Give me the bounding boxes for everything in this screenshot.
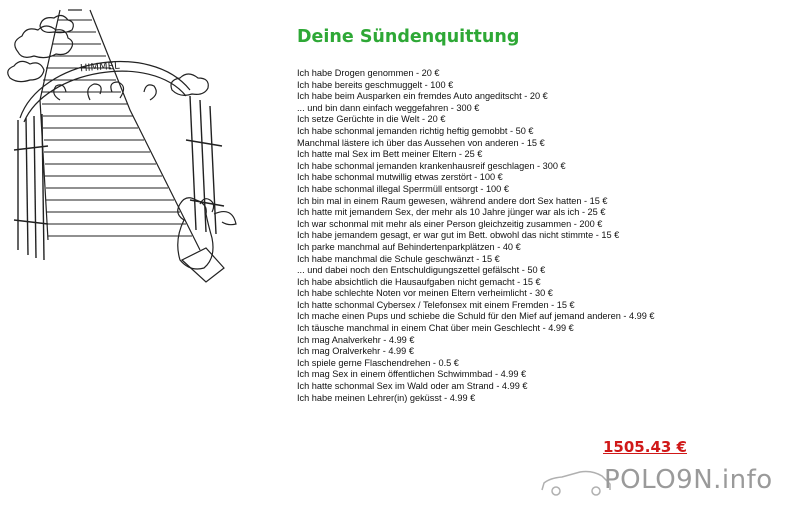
- sin-item: Ich mag Sex in einem öffentlichen Schwimmbad - 4.99 €: [297, 369, 527, 380]
- sin-item: Ich habe manchmal die Schule geschwänzt - 15 €: [297, 253, 500, 264]
- sin-item: Ich habe schonmal jemanden richtig heftig gemobbt - 50 €: [297, 125, 534, 136]
- gate-sign-text: HIMMEL: [79, 60, 120, 75]
- sin-item: Ich mag Analverkehr - 4.99 €: [297, 334, 415, 345]
- sin-item: Ich habe schonmal jemanden krankenhausreif geschlagen - 300 €: [297, 160, 566, 171]
- sin-item: Ich hatte mit jemandem Sex, der mehr als 10 Jahre jünger war als ich - 25 €: [297, 207, 606, 218]
- sin-item: ... und bin dann einfach weggefahren - 300 €: [297, 102, 480, 113]
- sin-item: Ich war schonmal mit mehr als einer Person gleichzeitig zusammen - 200 €: [297, 218, 603, 229]
- sin-item: Ich täusche manchmal in einem Chat über mein Geschlecht - 4.99 €: [297, 323, 574, 334]
- sin-item: Ich habe absichtlich die Hausaufgaben nicht gemacht - 15 €: [297, 276, 541, 287]
- sin-item: Ich habe schonmal illegal Sperrmüll entsorgt - 100 €: [297, 183, 509, 194]
- sin-item: Ich hatte mal Sex im Bett meiner Eltern - 25 €: [297, 149, 483, 160]
- sin-item: Ich habe meinen Lehrer(in) geküsst - 4.99 €: [297, 392, 476, 403]
- sin-item: Ich hatte schonmal Cybersex / Telefonsex mit einem Fremden - 15 €: [297, 299, 575, 310]
- sin-item: Ich habe schlechte Noten vor meinen Eltern verheimlicht - 30 €: [297, 288, 553, 299]
- sin-item: Ich habe beim Ausparken ein fremdes Auto angeditscht - 20 €: [297, 91, 548, 102]
- total-amount: 1505.43 €: [603, 438, 687, 456]
- sin-item: Ich parke manchmal auf Behindertenparkplätzen - 40 €: [297, 241, 521, 252]
- sin-item: ... und dabei noch den Entschuldigungszettel gefälscht - 50 €: [297, 265, 546, 276]
- sin-item: Ich habe schonmal mutwillig etwas zerstört - 100 €: [297, 172, 503, 183]
- page-title: Deine Sündenquittung: [297, 27, 520, 47]
- sin-item: Ich habe jemandem gesagt, er war gut im Bett. obwohl das nicht stimmte - 15 €: [297, 230, 620, 241]
- sin-item: Ich setze Gerüchte in die Welt - 20 €: [297, 114, 446, 125]
- sin-item: Manchmal lästere ich über das Aussehen von anderen - 15 €: [297, 137, 545, 148]
- sin-item: Ich hatte schonmal Sex im Wald oder am Strand - 4.99 €: [297, 381, 528, 392]
- heaven-gate-illustration: [0, 0, 270, 300]
- sin-item: Ich habe bereits geschmuggelt - 100 €: [297, 79, 454, 90]
- sin-item: Ich habe Drogen genommen - 20 €: [297, 68, 440, 78]
- sin-item: Ich bin mal in einem Raum gewesen, während andere dort Sex hatten - 15 €: [297, 195, 608, 206]
- sin-item: Ich mache einen Pups und schiebe die Schuld für den Mief auf jemand anderen - 4.99 €: [297, 311, 655, 322]
- sin-list: [297, 68, 655, 404]
- sin-item: Ich spiele gerne Flaschendrehen - 0.5 €: [297, 357, 459, 368]
- sin-item: Ich mag Oralverkehr - 4.99 €: [297, 346, 414, 357]
- watermark-text: POLO9N.info: [604, 465, 773, 495]
